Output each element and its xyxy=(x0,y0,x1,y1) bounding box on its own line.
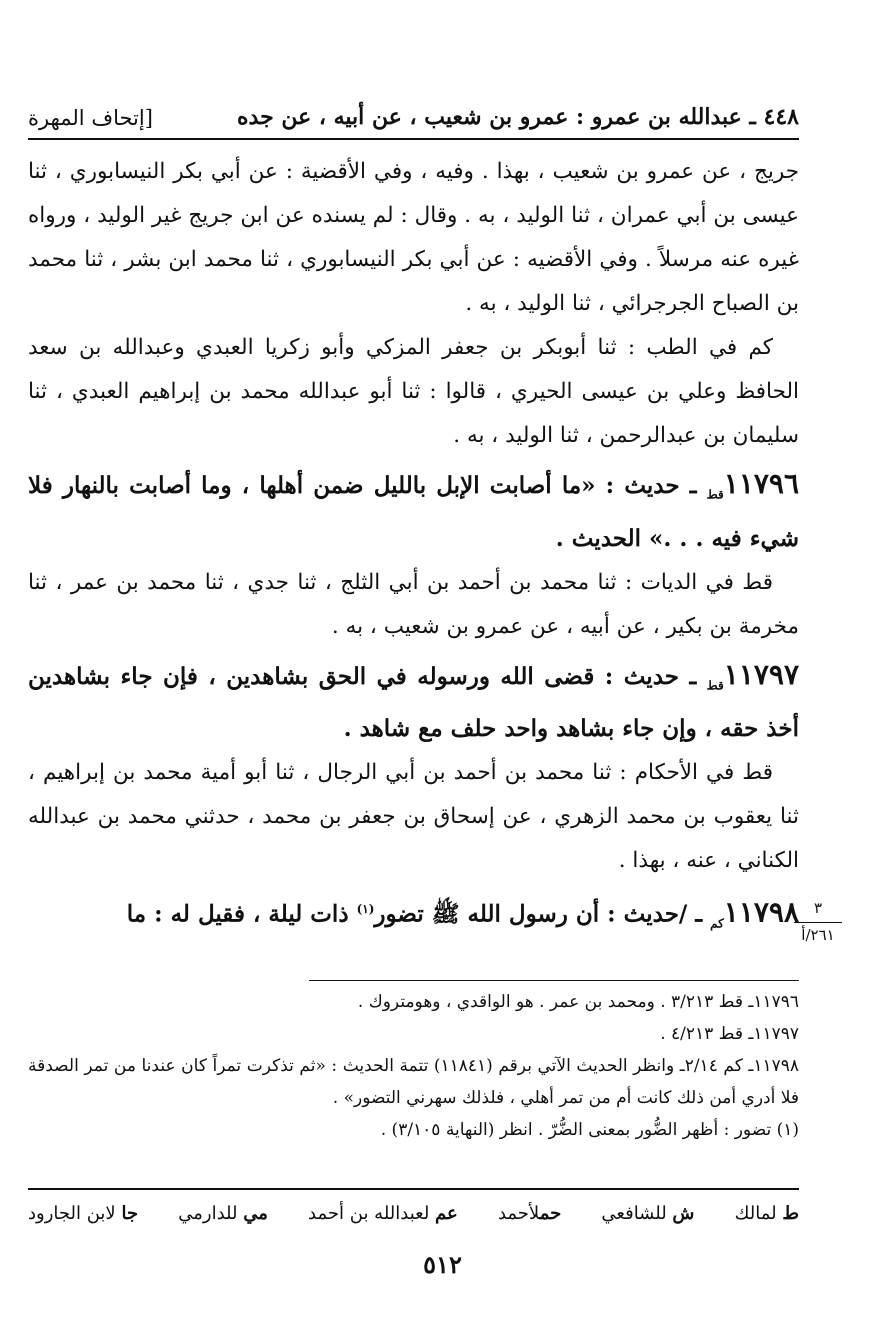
margin-folio: ٢٦١/أ xyxy=(801,926,835,944)
paragraph: قط في الأحكام : ثنا محمد بن أحمد بن أبي الرجال ، ثنا أبو أمية محمد بن إبراهيم ، ثنا يعقوب بن محمد الزهري ، عن إسحاق بن جعفر بن محمد ، حدثني محمد بن عبدالله الكناني ، عنه ، بهذا . xyxy=(28,760,799,874)
margin-volume: ٣ xyxy=(813,899,823,917)
abbrev-item: ش للشافعي xyxy=(601,1203,695,1224)
hadith-number: ١١٧٩٨ xyxy=(723,895,799,929)
footnotes xyxy=(28,986,799,1146)
footnote-rule xyxy=(309,980,799,981)
abbrev-item: ط لمالك xyxy=(734,1203,799,1224)
main-text xyxy=(28,150,799,945)
hadith-heading-11796 xyxy=(28,462,799,561)
footer-rule xyxy=(28,1188,799,1190)
hadith-number: ١١٧٩٦ xyxy=(723,467,799,500)
footnote: (١) تضور : أظهر الضُّور بمعنى الضُّرّ . انظر (النهاية ٣/١٠٥) . xyxy=(380,1120,799,1140)
running-title: ٤٤٨ ـ عبدالله بن عمرو : عمرو بن شعيب ، عن أبيه ، عن جده xyxy=(237,104,799,130)
footnote: ١١٧٩٨ـ كم ٢/١٤ـ وانظر الحديث الآتي برقم (١١٨٤١) تتمة الحديث : «ثم تذكرت تمراً كان عندنا من تمر الصدقة فلا أدري أمن ذلك كانت أم من تمر أهلي ، فلذلك سهرني التضور» . xyxy=(28,1056,800,1108)
hadith-heading-11798 xyxy=(28,887,799,945)
abbrev-item: مي للدارمي xyxy=(178,1203,268,1224)
margin-note xyxy=(788,898,848,945)
hadith-text: ـ حديث : قضى الله ورسوله في الحق بشاهدين ، فإن جاء بشاهدين أخذ حقه ، وإن جاء بشاهد واحد حلف مع شاهد . xyxy=(28,662,799,743)
page-number: ٥١٢ xyxy=(423,1250,462,1279)
hadith-text: ذات ليلة ، فقيل له : ما xyxy=(126,900,349,928)
page-header xyxy=(28,94,799,130)
paragraph: جريج ، عن عمرو بن شعيب ، بهذا . وفيه ، وفي الأقضية : عن أبي بكر النيسابوري ، ثنا عيسى بن أبي عمران ، ثنا الوليد ، به . وقال : لم يسنده عن ابن جريج غير الوليد ، ورواه غيره عنه مرسلاً . وفي الأقضيه : عن أبي بكر النيسابوري ، ثنا محمد ابن بشر ، ثنا محمد بن الصباح الجرجرائي ، ثنا الوليد ، به . xyxy=(28,159,799,316)
abbrev-item: عم لعبدالله بن أحمد xyxy=(308,1203,458,1224)
book-title: [إتحاف المهرة xyxy=(28,106,153,130)
source-symbol: قط xyxy=(706,678,724,693)
margin-rule xyxy=(794,922,842,923)
abbrev-item: جا لابن الجارود xyxy=(28,1203,139,1224)
footnote: ١١٧٩٦ـ قط ٣/٢١٣ . ومحمد بن عمر . هو الواقدي ، وهومتروك . xyxy=(357,992,799,1012)
paragraph: كم في الطب : ثنا أبوبكر بن جعفر المزكي وأبو زكريا العبدي وعبدالله بن سعد الحافظ وعلي بن عيسى الحيري ، قالوا : ثنا أبو عبدالله محمد بن إبراهيم العبدي ، ثنا سليمان بن عبدالرحمن ، ثنا الوليد ، به . xyxy=(28,335,799,448)
hadith-number: ١١٧٩٧ xyxy=(723,657,799,691)
footnote: ١١٧٩٧ـ قط ٤/٢١٣ . xyxy=(660,1024,799,1044)
footnote-ref: (١) xyxy=(356,902,375,917)
source-symbol: قط xyxy=(706,487,724,502)
abbreviation-key xyxy=(28,1196,799,1232)
source-symbol: كم xyxy=(710,916,724,931)
header-rule xyxy=(28,138,799,140)
paragraph: قط في الديات : ثنا محمد بن أحمد بن أبي الثلج ، ثنا جدي ، ثنا محمد بن عمر ، ثنا مخرمة بن بكير ، عن أبيه ، عن عمرو بن شعيب ، به . xyxy=(28,569,799,639)
hadith-text: ـ حديث : «ما أصابت الإبل بالليل ضمن أهلها ، وما أصابت بالنهار فلا شيء فيه . . .» الحديث . xyxy=(28,472,799,552)
hadith-text: ـ /حديث : أن رسول الله ﷺ تضور xyxy=(374,900,703,928)
abbrev-item: حملأحمد xyxy=(497,1203,562,1224)
hadith-heading-11797 xyxy=(28,653,799,752)
